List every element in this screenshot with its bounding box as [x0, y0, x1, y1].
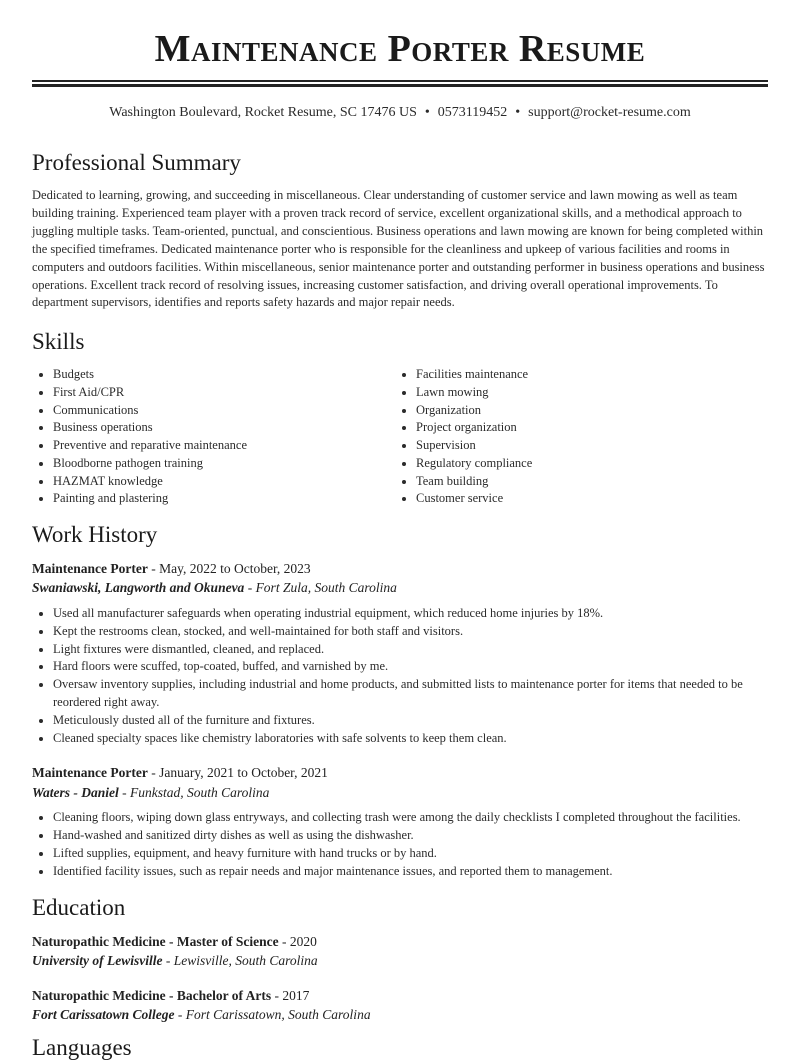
job-bullets — [32, 809, 768, 880]
education-degree-line: Naturopathic Medicine - Bachelor of Arts - 2017 — [32, 987, 310, 1003]
education-school-line: Fort Carissatown College - Fort Carissatown, South Carolina — [32, 1007, 371, 1023]
skill-item: • Customer service — [416, 490, 758, 508]
skill-item: • HAZMAT knowledge — [53, 473, 395, 491]
job-bullet: • Oversaw inventory supplies, including industrial and home products, and submitted lists to maintenance porter for items that needed to be reordered right away. — [53, 676, 768, 712]
contact-separator: • — [515, 105, 521, 120]
skill-item: • Preventive and reparative maintenance — [53, 437, 395, 455]
contact-email[interactable]: support@rocket-resume.com — [528, 105, 691, 120]
skills-column-left — [32, 366, 395, 508]
job-bullet: • Used all manufacturer safeguards when operating industrial equipment, which reduced home injuries by 18%. — [53, 605, 768, 623]
skill-item: • Team building — [416, 473, 758, 491]
job-company-line: Waters - Daniel - Funkstad, South Carolina — [32, 784, 270, 800]
job-bullet: • Light fixtures were dismantled, cleaned, and replaced. — [53, 641, 768, 659]
education-entry — [32, 932, 768, 971]
contact-separator: • — [424, 105, 430, 120]
languages-heading: Languages — [32, 1034, 132, 1060]
skill-item: • Facilities maintenance — [416, 366, 758, 384]
skill-item: • Organization — [416, 402, 758, 420]
job-company: Swaniawski, Langworth and Okuneva — [32, 580, 245, 596]
job-location: Fort Zula, South Carolina — [255, 580, 397, 596]
job-role: Maintenance Porter — [32, 560, 148, 576]
skill-item: • Painting and plastering — [53, 490, 395, 508]
contact-address: Washington Boulevard, Rocket Resume, SC 17476 US — [109, 105, 417, 120]
education-degree: Naturopathic Medicine - Master of Science — [32, 933, 279, 949]
resume-title: Maintenance Porter Resume — [154, 28, 646, 70]
education-entry — [32, 986, 768, 1025]
contact-line — [32, 103, 768, 123]
summary-heading: Professional Summary — [32, 150, 241, 175]
skill-item: • Supervision — [416, 437, 758, 455]
education-school: Fort Carissatown College — [32, 1007, 175, 1023]
skills-list — [32, 366, 768, 508]
job-bullet: • Hard floors were scuffed, top-coated, buffed, and varnished by me. — [53, 658, 768, 676]
skill-item: • Regulatory compliance — [416, 455, 758, 473]
skill-item: • First Aid/CPR — [53, 384, 395, 402]
job-role: Maintenance Porter — [32, 765, 148, 781]
job-bullet: • Identified facility issues, such as repair needs and major maintenance issues, and reported them to management. — [53, 863, 768, 881]
job-bullets — [32, 605, 768, 747]
job-dates: January, 2021 to October, 2021 — [159, 765, 328, 781]
job-entry — [32, 559, 768, 747]
education-location: Fort Carissatown, South Carolina — [185, 1007, 371, 1023]
header-divider-thick — [32, 84, 768, 87]
job-location: Funkstad, South Carolina — [130, 784, 270, 800]
work-history-heading: Work History — [32, 521, 158, 547]
education-degree: Naturopathic Medicine - Bachelor of Arts — [32, 987, 272, 1003]
job-dates: May, 2022 to October, 2023 — [159, 560, 311, 576]
education-degree-line: Naturopathic Medicine - Master of Science - 2020 — [32, 933, 317, 949]
education-year: 2017 — [282, 987, 310, 1003]
job-bullet: • Meticulously dusted all of the furniture and fixtures. — [53, 712, 768, 730]
job-entry — [32, 763, 768, 880]
job-bullet: • Hand-washed and sanitized dirty dishes as well as using the dishwasher. — [53, 827, 768, 845]
skill-item: • Budgets — [53, 366, 395, 384]
skill-item: • Lawn mowing — [416, 384, 758, 402]
education-year: 2020 — [289, 933, 317, 949]
education-location: Lewisville, South Carolina — [173, 953, 318, 969]
skill-item: • Bloodborne pathogen training — [53, 455, 395, 473]
skill-item: • Project organization — [416, 419, 758, 437]
job-bullet: • Cleaning floors, wiping down glass entryways, and collecting trash were among the daily checklists I completed throughout the facilities. — [53, 809, 768, 827]
job-bullet: • Kept the restrooms clean, stocked, and well-maintained for both staff and visitors. — [53, 623, 768, 641]
education-school: University of Lewisville — [32, 953, 163, 969]
education-school-line: University of Lewisville - Lewisville, South Carolina — [32, 953, 318, 969]
job-header: Maintenance Porter - May, 2022 to October, 2023 — [32, 560, 311, 576]
job-header: Maintenance Porter - January, 2021 to October, 2021 — [32, 765, 328, 781]
job-company: Waters - Daniel — [32, 784, 119, 800]
job-bullet: • Lifted supplies, equipment, and heavy furniture with hand trucks or by hand. — [53, 845, 768, 863]
skill-item: • Business operations — [53, 419, 395, 437]
skills-column-right — [395, 366, 758, 508]
job-company-line: Swaniawski, Langworth and Okuneva - Fort Zula, South Carolina — [32, 580, 397, 596]
education-heading: Education — [32, 894, 126, 920]
job-bullet: • Cleaned specialty spaces like chemistry laboratories with safe solvents to keep them clean. — [53, 730, 768, 748]
summary-text: Dedicated to learning, growing, and succeeding in miscellaneous. Clear understanding of customer service and lawn mowing as well as team building training. Experienced team player with a proven track record of service, excellent organizational skills, and a methodical approach to juggling multiple tasks. Team-oriented, punctual, and conscientious. Business operations and lawn mowing are known for being completed within the specified timeframes. Dedicated maintenance porter who is responsible for the cleanliness and upkeep of various facilities and rooms in computers and outdoors facilities. Within miscellaneous, senior maintenance porter and outstanding performer in business operations and business operations. Excellent track record of resolving issues, increasing customer satisfaction, and driving overall operational improvements. To department supervisors, identifies and reports safety hazards and major repair needs. — [32, 188, 765, 310]
skills-heading: Skills — [32, 329, 85, 355]
contact-phone: 0573119452 — [437, 105, 508, 120]
skill-item: • Communications — [53, 402, 395, 420]
